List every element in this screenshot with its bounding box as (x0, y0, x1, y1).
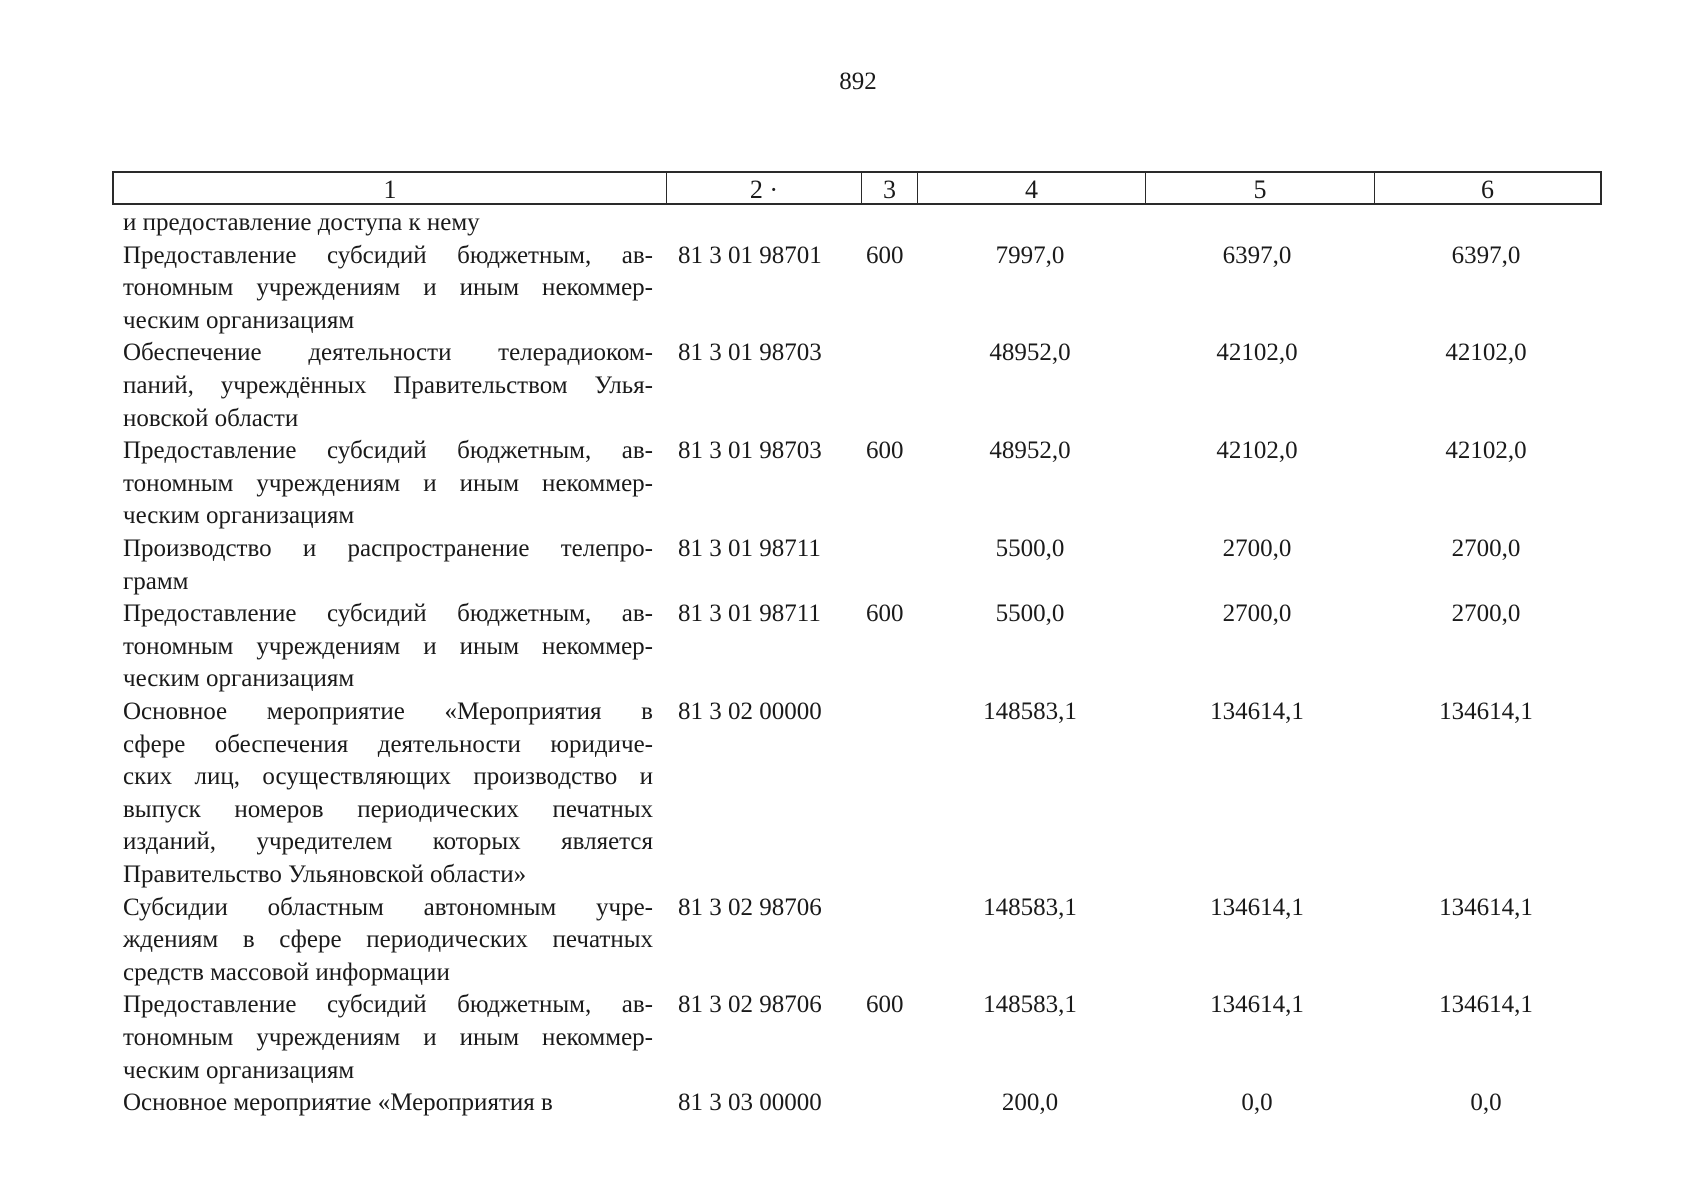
row-value-col5: 42102,0 (1216, 339, 1298, 367)
row-value-col6: 42102,0 (1445, 339, 1527, 367)
row-name-line: Субсидии областным автономным учре- (123, 893, 653, 921)
row-value-col4: 148583,1 (983, 697, 1077, 725)
table-row (0, 696, 1698, 892)
header-col-4: 4 (918, 173, 1146, 203)
row-code: 81 3 01 98703 (678, 339, 822, 367)
row-value-col5: 134614,1 (1210, 991, 1304, 1019)
row-name-line: и предоставление доступа к нему (123, 209, 480, 236)
table-row (0, 435, 1698, 533)
row-value-col4: 48952,0 (989, 437, 1071, 465)
table-row (0, 533, 1698, 598)
row-name-line: Предоставление субсидий бюджетным, ав- (123, 241, 653, 269)
row-name-line: паний, учреждённых Правительством Улья- (123, 371, 653, 399)
row-name-line: ческим организациям (123, 1056, 355, 1084)
row-value-col6: 134614,1 (1439, 991, 1533, 1019)
row-name-line: тономным учреждениям и иным некоммер- (123, 469, 653, 497)
row-code: 81 3 01 98703 (678, 437, 822, 465)
row-name-line: Предоставление субсидий бюджетным, ав- (123, 600, 653, 628)
row-name-line: ческим организациям (123, 665, 355, 693)
table-row (0, 598, 1698, 696)
row-name-line: тономным учреждениям и иным некоммер- (123, 1023, 653, 1051)
row-value-col4: 148583,1 (983, 991, 1077, 1019)
row-name-line: ждениям в сфере периодических печатных (123, 926, 653, 954)
row-name (123, 989, 653, 1087)
row-name-line: выпуск номеров периодических печатных (123, 795, 653, 823)
row-value-col4: 5500,0 (995, 534, 1065, 562)
row-name-line: ческим организациям (123, 306, 355, 334)
row-value-col4: 48952,0 (989, 339, 1071, 367)
row-value-col6: 0,0 (1470, 1089, 1502, 1117)
row-name-line: Обеспечение деятельности телерадиоком- (123, 339, 653, 367)
row-name (123, 533, 653, 598)
row-value-col4: 148583,1 (983, 893, 1077, 921)
table-row (0, 337, 1698, 435)
row-name-line: Производство и распространение телепро- (123, 534, 653, 562)
row-name-line: сфере обеспечения деятельности юридиче- (123, 730, 653, 758)
table-row (0, 240, 1698, 338)
row-code: 81 3 03 00000 (678, 1089, 822, 1117)
row-name (123, 435, 653, 533)
row-name-line: Основное мероприятие «Мероприятия в (123, 1089, 553, 1117)
header-col-3: 3 (862, 173, 918, 203)
row-name (123, 337, 653, 435)
table-row (0, 892, 1698, 990)
row-value-col5: 2700,0 (1222, 534, 1292, 562)
row-name (123, 240, 653, 338)
row-name-line: ческим организациям (123, 502, 355, 530)
page-number: 892 (839, 68, 877, 95)
row-code: 81 3 01 98711 (678, 600, 821, 628)
row-expense-type: 600 (866, 437, 904, 465)
row-value-col4: 5500,0 (995, 600, 1065, 628)
row-expense-type: 600 (866, 241, 904, 269)
row-name-line: новской области (123, 404, 299, 432)
header-col-2: 2 · (667, 173, 862, 203)
row-value-col5: 2700,0 (1222, 600, 1292, 628)
row-name-line: средств массовой информации (123, 958, 450, 986)
row-name-line: изданий, учредителем которых является (123, 828, 653, 856)
row-name-line: тономным учреждениям и иным некоммер- (123, 632, 653, 660)
row-value-col6: 134614,1 (1439, 697, 1533, 725)
row-name-line: Предоставление субсидий бюджетным, ав- (123, 991, 653, 1019)
table-row (0, 989, 1698, 1087)
row-value-col4: 200,0 (1001, 1089, 1059, 1117)
row-value-col6: 2700,0 (1451, 600, 1521, 628)
row-value-col5: 0,0 (1241, 1089, 1273, 1117)
row-code: 81 3 01 98711 (678, 534, 821, 562)
table-header (112, 171, 1602, 205)
header-col-6: 6 (1481, 175, 1494, 204)
row-value-col5: 6397,0 (1222, 241, 1292, 269)
row-name-line: Предоставление субсидий бюджетным, ав- (123, 437, 653, 465)
row-value-col5: 42102,0 (1216, 437, 1298, 465)
row-code: 81 3 02 98706 (678, 991, 822, 1019)
row-name (123, 892, 653, 990)
table-row (0, 1087, 1698, 1120)
row-name (123, 696, 653, 892)
row-name (123, 598, 653, 696)
row-name (123, 207, 653, 240)
row-code: 81 3 01 98701 (678, 241, 822, 269)
row-name-line: Правительство Ульяновской области» (123, 860, 527, 888)
row-code: 81 3 02 00000 (678, 697, 822, 725)
row-code: 81 3 02 98706 (678, 893, 822, 921)
header-col-5: 5 (1146, 173, 1375, 203)
row-value-col5: 134614,1 (1210, 697, 1304, 725)
header-col-1: 1 (114, 173, 667, 203)
row-value-col6: 42102,0 (1445, 437, 1527, 465)
row-name-line: ских лиц, осуществляющих производство и (123, 763, 653, 791)
row-name-line: тономным учреждениям и иным некоммер- (123, 274, 653, 302)
row-expense-type: 600 (866, 600, 904, 628)
table-body (0, 207, 1698, 1120)
row-value-col6: 134614,1 (1439, 893, 1533, 921)
row-value-col5: 134614,1 (1210, 893, 1304, 921)
row-value-col6: 6397,0 (1451, 241, 1521, 269)
row-expense-type: 600 (866, 991, 904, 1019)
row-name (123, 1087, 653, 1120)
row-value-col6: 2700,0 (1451, 534, 1521, 562)
row-name-line: Основное мероприятие «Мероприятия в (123, 697, 653, 725)
row-value-col4: 7997,0 (995, 241, 1065, 269)
table-row (0, 207, 1698, 240)
row-name-line: грамм (123, 567, 189, 595)
